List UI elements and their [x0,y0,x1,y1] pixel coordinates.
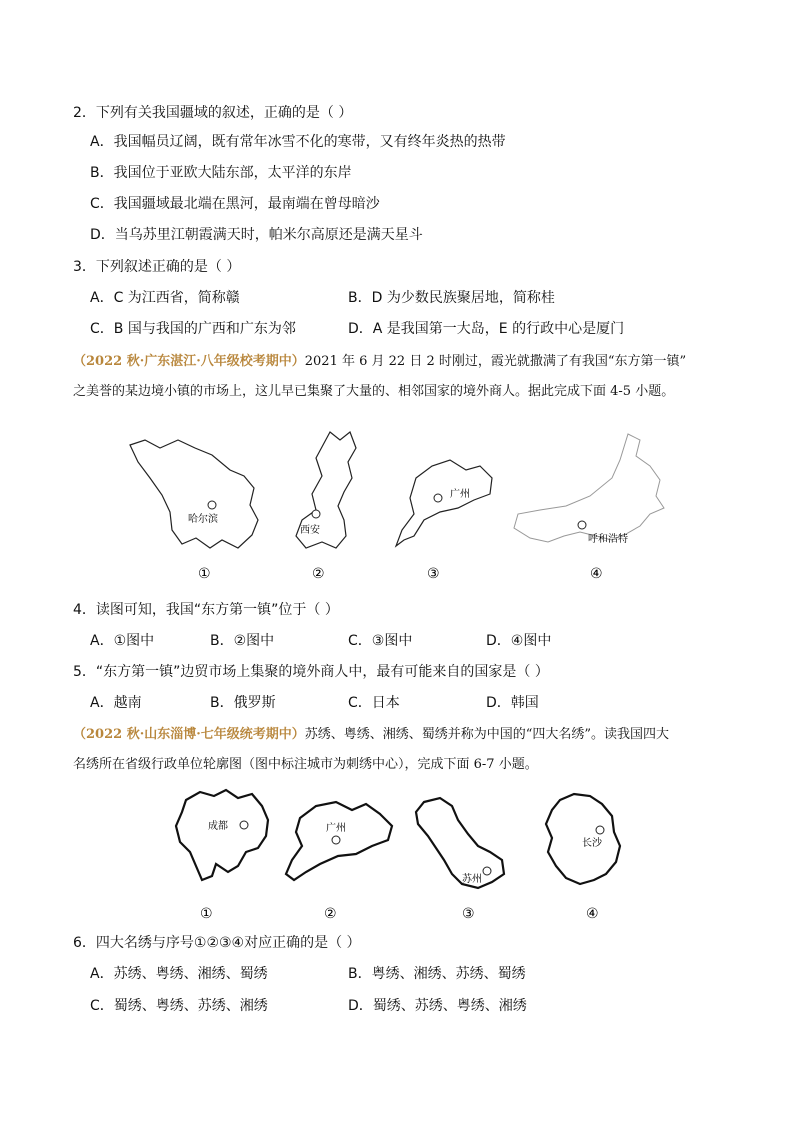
q5-option-a: A．越南 [90,695,142,711]
suzhou-marker [483,867,491,875]
source-text-2a: 苏绣、粤绣、湘绣、蜀绣并称为中国的“四大名绣”。读我国四大 [304,727,670,742]
q4-option-d: D．④图中 [486,633,552,649]
q4-stem: 4．读图可知，我国“东方第一镇”位于（ ） [73,602,339,618]
city-chengdu: 成都 [208,821,228,832]
city-guangzhou: 广州 [450,489,470,500]
q2-option-a: A．我国幅员辽阔，既有常年冰雪不化的寒带，又有终年炎热的热带 [90,134,506,150]
q3-stem: 3．下列叙述正确的是（ ） [73,259,241,275]
q4-option-a: A．①图中 [90,633,155,649]
changsha-marker [596,826,604,834]
city-hohhot: 呼和浩特 [588,534,628,545]
source-tag-1: （2022 秋·广东湛江·八年级校考期中） [73,354,305,369]
map-guangdong-2 [286,802,392,922]
map-number-4: ④ [590,566,603,582]
source-tag-2: （2022 秋·山东淄博·七年级统考期中） [73,727,305,742]
map2-number-4: ④ [586,906,599,922]
q3-option-c: C．B 国与我国的广西和广东为邻 [90,321,296,337]
q2-option-c: C．我国疆域最北端在黑河，最南端在曾母暗沙 [90,196,380,212]
city-xian: 西安 [300,525,320,536]
sichuan-outline [176,790,268,880]
q5-option-b: B．俄罗斯 [210,695,276,711]
q3-option-a: A．C 为江西省，简称赣 [90,290,240,306]
source-intro-2-line2: 名绣所在省级行政单位轮廓图（图中标注城市为刺绣中心），完成下面 6-7 小题。 [73,757,538,772]
q6-option-a: A．苏绣、粤绣、湘绣、蜀绣 [90,966,268,982]
q6-option-b: B．粤绣、湘绣、苏绣、蜀绣 [348,966,526,982]
q5-option-c: C．日本 [348,695,400,711]
q2-option-b: B．我国位于亚欧大陆东部，太平洋的东岸 [90,165,352,181]
map2-number-3: ③ [462,906,475,922]
map2-number-1: ① [200,906,213,922]
city-suzhou: 苏州 [462,874,482,885]
map-number-2: ② [312,566,325,582]
q4-option-c: C．③图中 [348,633,413,649]
map-jiangsu [416,798,504,922]
q3-option-d: D．A 是我国第一大岛，E 的行政中心是厦门 [348,321,625,337]
jiangsu-outline [416,798,504,888]
city-harbin: 哈尔滨 [188,514,218,525]
q3-option-b: B．D 为少数民族聚居地，简称桂 [348,290,555,306]
guangzhou-marker-2 [332,836,340,844]
map2-number-2: ② [324,906,337,922]
map-number-1: ① [198,566,211,582]
q6-option-d: D．蜀绣、苏绣、粤绣、湘绣 [348,998,527,1014]
q6-stem: 6．四大名绣与序号①②③④对应正确的是（ ） [73,935,361,951]
city-changsha: 长沙 [582,838,602,849]
q4-option-b: B．②图中 [210,633,275,649]
city-guangzhou-2: 广州 [326,823,346,834]
q5-option-d: D．韩国 [486,695,539,711]
map-number-3: ③ [427,566,440,582]
chengdu-marker [240,821,248,829]
q2-stem: 2．下列有关我国疆域的叙述，正确的是（ ） [73,105,353,121]
q6-option-c: C．蜀绣、粤绣、苏绣、湘绣 [90,998,268,1014]
source-text-1a: 2021 年 6 月 22 日 2 时刚过，霞光就撒满了有我国“东方第一镇” [304,354,687,369]
q5-stem: 5．“东方第一镇”边贸市场上集聚的境外商人中，最有可能来自的国家是（ ） [73,664,549,680]
source-intro-1-line2: 之美誉的某边境小镇的市场上，这儿早已集聚了大量的、相邻国家的境外商人。据此完成下面 4-5 小题。 [73,384,675,399]
q2-option-d: D．当乌苏里江朝霞满天时，帕米尔高原还是满天星斗 [90,227,423,243]
map-sichuan [176,790,268,922]
map-hunan [546,794,620,922]
